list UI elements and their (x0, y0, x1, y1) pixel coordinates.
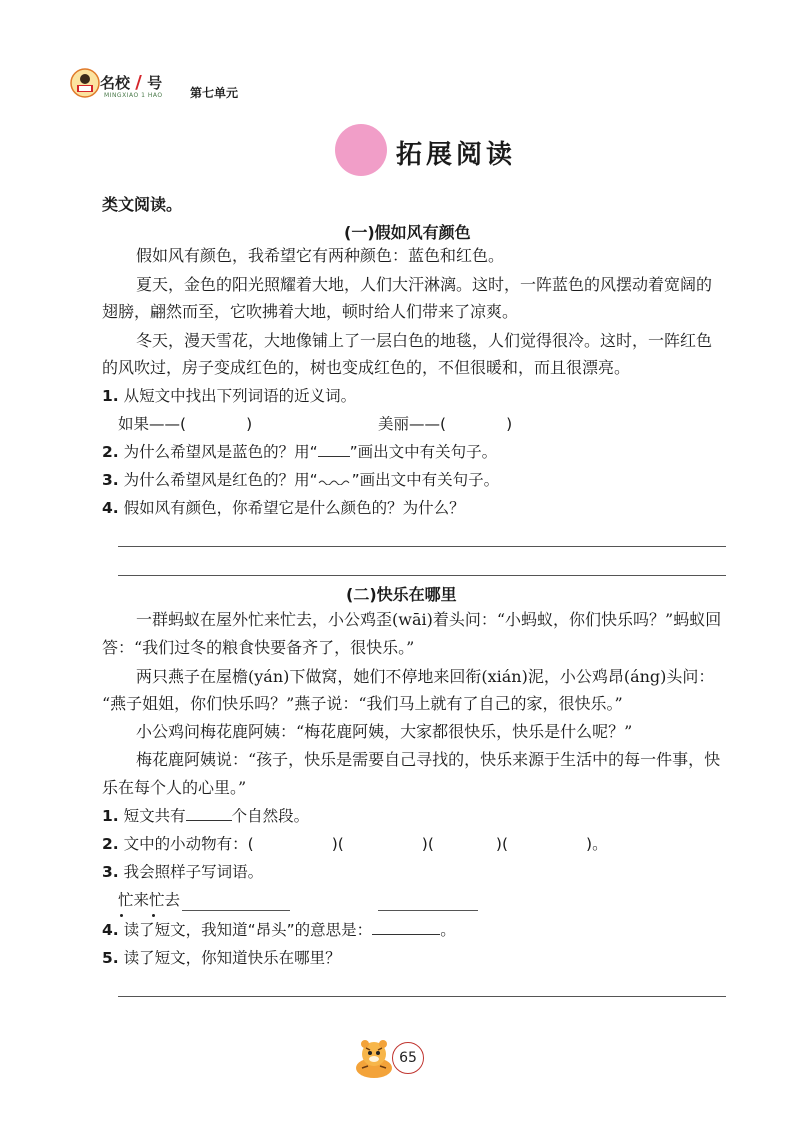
logo-text: 名校 / 号 (100, 72, 163, 93)
story2-title: (二)快乐在哪里 (346, 585, 457, 604)
story2-paragraph: 两只燕子在屋檐(yán)下做窝，她们不停地来回衔(xián)泥，小公鸡昂(áng)头问： (136, 667, 715, 686)
title-decoration-circle (335, 124, 387, 176)
emphasis-dot (120, 914, 123, 917)
page-number: 65 (392, 1042, 424, 1074)
story1-paragraph-cont: 翅膀，翩然而至，它吹拂着大地，顿时给人们带来了凉爽。 (102, 302, 519, 321)
page-title: 拓展阅读 (396, 140, 517, 170)
story1-question-3: 3. 为什么希望风是红色的？用“ ”画出文中有关句子。 (102, 471, 500, 489)
synonym-answer-1[interactable]: 如果——( ) (118, 415, 253, 433)
answer-blank[interactable] (372, 920, 440, 935)
logo-subtitle: MINGXIAO 1 HAO (104, 92, 163, 99)
story2-question-2: 2. 文中的小动物有：( )( )( )( )。 (102, 835, 608, 853)
story1-title: (一)假如风有颜色 (344, 223, 471, 242)
story1-paragraph: 夏天，金色的阳光照耀着大地，人们大汗淋漓。这时，一阵蓝色的风摆动着宽阔的 (136, 275, 713, 294)
story2-paragraph: 小公鸡问梅花鹿阿姨：“梅花鹿阿姨，大家都很快乐，快乐是什么呢？” (136, 722, 633, 741)
straight-line-symbol (318, 442, 350, 457)
answer-blank[interactable] (186, 806, 232, 821)
story1-paragraph: 冬天，漫天雪花，大地像铺上了一层白色的地毯，人们觉得很冷。这时，一阵红色 (136, 331, 713, 350)
publisher-logo (70, 68, 190, 102)
reading-child-icon (70, 68, 100, 98)
story1-question-1: 1. 从短文中找出下列词语的近义词。 (102, 387, 357, 405)
section-label: 类文阅读。 (102, 195, 183, 214)
answer-line[interactable] (182, 910, 290, 911)
answer-line[interactable] (118, 546, 726, 547)
story2-paragraph-cont: 答：“我们过冬的粮食快要备齐了，很快乐。” (102, 638, 415, 657)
word-pattern-example: 忙来忙去 (118, 891, 181, 909)
answer-line[interactable] (378, 910, 478, 911)
story1-paragraph: 假如风有颜色，我希望它有两种颜色：蓝色和红色。 (136, 246, 505, 265)
story2-question-5: 5. 读了短文，你知道快乐在哪里？ (102, 949, 341, 967)
story2-question-1: 1. 短文共有 个自然段。 (102, 807, 310, 825)
story1-paragraph-cont: 的风吹过，房子变成红色的，树也变成红色的，不但很暖和，而且很漂亮。 (102, 358, 631, 377)
story2-question-3: 3. 我会照样子写词语。 (102, 863, 264, 881)
tiger-mascot-icon (352, 1038, 398, 1082)
answer-line[interactable] (118, 996, 726, 997)
synonym-answer-2[interactable]: 美丽——( ) (378, 415, 513, 433)
story2-question-4: 4. 读了短文，我知道“昂头”的意思是： 。 (102, 921, 456, 939)
story1-question-4: 4. 假如风有颜色，你希望它是什么颜色的？为什么？ (102, 499, 465, 517)
emphasis-dot (152, 914, 155, 917)
story2-paragraph-cont: “燕子姐姐，你们快乐吗？”燕子说：“我们马上就有了自己的家，很快乐。” (102, 694, 623, 713)
story1-question-2: 2. 为什么希望风是蓝色的？用“ ”画出文中有关句子。 (102, 443, 498, 461)
story2-paragraph-cont: 乐在每个人的心里。” (102, 778, 247, 797)
unit-label: 第七单元 (190, 86, 239, 100)
wavy-line-symbol (318, 471, 352, 485)
answer-line[interactable] (118, 575, 726, 576)
story2-paragraph: 梅花鹿阿姨说：“孩子，快乐是需要自己寻找的，快乐来源于生活中的每一件事，快 (136, 750, 721, 769)
story2-paragraph: 一群蚂蚁在屋外忙来忙去，小公鸡歪(wāi)着头问：“小蚂蚁，你们快乐吗？”蚂蚁回 (136, 610, 722, 629)
page-number-area (352, 1038, 432, 1082)
